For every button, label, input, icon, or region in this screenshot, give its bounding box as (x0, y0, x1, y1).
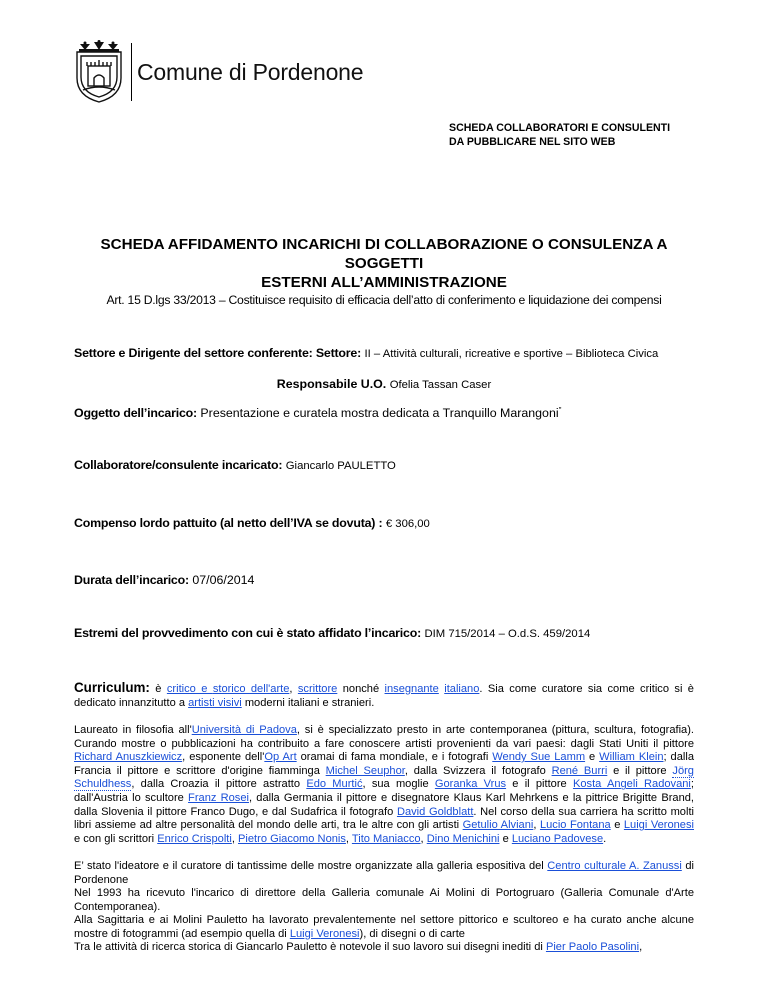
link-william-klein[interactable]: William Klein (599, 751, 664, 764)
document-subtitle: Art. 15 D.lgs 33/2013 – Costituisce requisito di efficacia dell’atto di conferimento e liquidazione dei compensi (106, 293, 662, 307)
oggetto-field: Oggetto dell’incarico: Presentazione e curatela mostra dedicata a Tranquillo Marangoni" (74, 406, 562, 420)
responsabile-field: Responsabile U.O. Ofelia Tassan Caser (276, 377, 492, 391)
link-insegnante[interactable]: insegnante (384, 683, 439, 695)
curriculum-intro: Curriculum: è critico e storico dell'arte, scrittore nonché insegnante italiano. Sia come curatore sia come critico si è dedicato innanzitutto a artisti visivi moderni italiani e stranieri. (74, 680, 694, 709)
link-wendy-sue-lamm[interactable]: Wendy Sue Lamm (492, 751, 586, 764)
link-edo-murtic[interactable]: Edo Murtić (306, 778, 363, 791)
curriculum-paragraph-2: Laureato in filosofia all'Università di Padova, si è specializzato presto in arte contemporanea (pittura, scultura, fotografia). Curando mostre o pubblicazioni ha contribuito a fare conoscere artisti provenienti da vari paesi: dagli Stati Uniti il pittore Richard Anuszkiewicz, esponente dell'Op Art oramai di fama mondiale, e i fotografi Wendy Sue Lamm e William Klein; dalla Francia il pittore e scrittore d'origine fiamminga Michel Seuphor, dalla Svizzera il fotografo René Burri e il pittore Jörg Schuldhess, dalla Croazia il pittore astratto Edo Murtić, sua moglie Goranka Vrus e il pittore Kosta Angeli Radovani; dall'Austria lo scultore Franz Rosei, dalla Germania il pittore e disegnatore Klaus Karl Mehrkens e la pittrice Brigitte Brand, dalla Slovenia il pittore Franco Dugo, e dal Sudafrica il fotografo David Goldblatt. Nel corso della sua carriera ha scritto molti libri assieme ad altre personalità del mondo delle arti, tra le altre con gli artisti Getulio Alviani, Lucio Fontana e Luigi Veronesi e con gli scrittori Enrico Crispolti, Pietro Giacomo Nonis, Tito Maniacco, Dino Menichini e Luciano Padovese. (74, 724, 694, 845)
link-centro-zanussi[interactable]: Centro culturale A. Zanussi (547, 860, 682, 872)
link-luciano-padovese[interactable]: Luciano Padovese (511, 832, 604, 845)
document-title: SCHEDA AFFIDAMENTO INCARICHI DI COLLABORAZIONE O CONSULENZA A SOGGETTI ESTERNI ALL’AMMINISTRAZIONE (100, 236, 668, 291)
link-rene-burri[interactable]: René Burri (551, 764, 608, 777)
durata-field: Durata dell’incarico: 07/06/2014 (74, 573, 255, 587)
link-michel-seuphor[interactable]: Michel Seuphor (325, 764, 405, 777)
link-franz-rosei[interactable]: Franz Rosei (188, 791, 249, 804)
compenso-field: Compenso lordo pattuito (al netto dell’IVA se dovuta) : € 306,00 (74, 516, 430, 530)
collaboratore-field: Collaboratore/consulente incaricato: Giancarlo PAULETTO (74, 458, 396, 472)
link-luigi-veronesi[interactable]: Luigi Veronesi (623, 819, 694, 832)
curriculum-paragraph-3: E’ stato l'ideatore e il curatore di tantissime delle mostre organizzate alla galleria espositiva del Centro culturale A. Zanussi di Pordenone (74, 860, 694, 886)
curriculum-paragraph-4: Nel 1993 ha ricevuto l'incarico di direttore della Galleria comunale Ai Molini di Portogruaro (Galleria Comunale d'Arte Contemporanea). (74, 887, 694, 913)
coat-of-arms-icon (73, 40, 125, 104)
link-pietro-giacomo-nonis[interactable]: Pietro Giacomo Nonis (238, 832, 346, 845)
link-artisti-visivi[interactable]: artisti visivi (188, 696, 242, 709)
link-storico-arte[interactable]: storico dell'arte (212, 683, 290, 695)
link-dino-menichini[interactable]: Dino Menichini (426, 832, 500, 845)
document-type-label: SCHEDA COLLABORATORI E CONSULENTI DA PUBBLICARE NEL SITO WEB (449, 122, 671, 148)
link-critico[interactable]: critico e (166, 683, 213, 695)
link-anuszkiewicz[interactable]: Richard Anuszkiewicz (74, 751, 183, 764)
link-enrico-crispolti[interactable]: Enrico Crispolti (157, 832, 232, 845)
curriculum-paragraph-5: Alla Sagittaria e ai Molini Pauletto ha lavorato prevalentemente nel settore pittorico e scultoreo e ha curato anche alcune mostre di fotogrammi (ad esempio quella di Luigi Veronesi), di disegni o di carte (74, 914, 694, 940)
comune-logo (73, 40, 363, 104)
link-universita-padova[interactable]: Università di Padova (191, 724, 297, 736)
link-tito-maniacco[interactable]: Tito Maniacco (351, 832, 421, 845)
link-pasolini[interactable]: Pier Paolo Pasolini (545, 941, 640, 953)
link-italiano[interactable]: italiano (444, 683, 480, 695)
settore-field: Settore e Dirigente del settore conferente: Settore: II – Attività culturali, ricreative e sportive – Biblioteca Civica (74, 346, 659, 360)
link-scrittore[interactable]: scrittore (297, 683, 338, 695)
estremi-field: Estremi del provvedimento con cui è stato affidato l’incarico: DIM 715/2014 – O.d.S. 459/2014 (74, 626, 591, 640)
link-kosta-angeli-radovani[interactable]: Kosta Angeli Radovani (572, 778, 691, 791)
link-luigi-veronesi-2[interactable]: Luigi Veronesi (289, 927, 360, 940)
curriculum-paragraph-6: Tra le attività di ricerca storica di Giancarlo Pauletto è notevole il suo lavoro sui disegni inediti di Pier Paolo Pasolini, (74, 941, 643, 953)
link-jorg-schuldhess[interactable]: Jörg Schuldhess (74, 764, 694, 791)
link-lucio-fontana[interactable]: Lucio Fontana (539, 819, 611, 832)
logo-text: Comune di Pordenone (137, 58, 364, 85)
logo-divider (131, 43, 132, 101)
link-david-goldblatt[interactable]: David Goldblatt (396, 805, 474, 818)
link-getulio-alviani[interactable]: Getulio Alviani (462, 819, 534, 832)
link-op-art[interactable]: Op Art (264, 751, 297, 764)
link-goranka-vrus[interactable]: Goranka Vrus (434, 778, 507, 791)
